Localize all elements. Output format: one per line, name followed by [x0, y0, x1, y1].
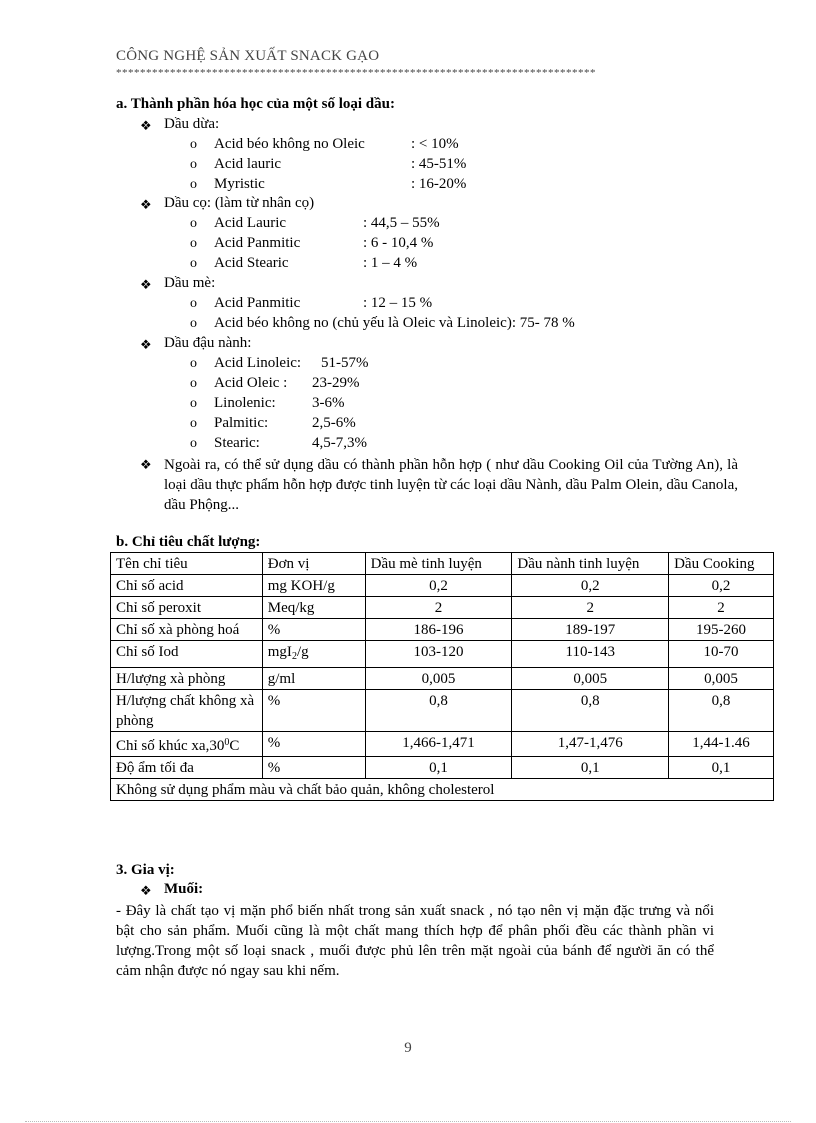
- bullet-icon: ❖: [140, 197, 152, 212]
- item-name: Palmitic:: [214, 415, 269, 431]
- item-value: : < 10%: [411, 136, 459, 152]
- circle-bullet-icon: o: [190, 157, 197, 172]
- unit-tail: /g: [296, 644, 309, 660]
- item-value: 3-6%: [312, 395, 345, 411]
- circle-bullet-icon: o: [190, 216, 197, 231]
- row-value: 2: [365, 597, 512, 619]
- table-row: [111, 597, 774, 619]
- muoi-heading: Muối:: [164, 881, 204, 897]
- other-oils-paragraph: Ngoài ra, có thể sử dụng dầu có thành phần hỗn hợp ( như dầu Cooking Oil của Tường An), là loại dầu thực phẩm hỗn hợp được tinh luyện từ các loại dầu Nành, dầu Palm Olein, dầu Canola, dầu Phộng...: [164, 457, 738, 513]
- item-value: 2,5-6%: [312, 415, 356, 431]
- row-value: 0,005: [669, 668, 774, 690]
- row-value: 103-120: [365, 641, 512, 668]
- item-name: Acid Panmitic: [214, 235, 301, 251]
- row-name: [111, 732, 263, 757]
- circle-bullet-icon: o: [190, 296, 197, 311]
- row-name: H/lượng chất không xà phòng: [111, 690, 263, 732]
- item-name: Acid lauric: [214, 156, 282, 172]
- item-name: Acid Panmitic: [214, 295, 301, 311]
- item-value: : 6 - 10,4 %: [363, 235, 434, 251]
- table-row: [111, 757, 774, 779]
- group-title-dau-dua: Dầu dừa:: [164, 116, 220, 132]
- bullet-icon: ❖: [140, 277, 152, 292]
- group-title-dau-co: Dầu cọ: (làm từ nhân cọ): [164, 195, 315, 211]
- row-value: 186-196: [365, 619, 512, 641]
- item-name: Acid Stearic: [214, 255, 289, 271]
- row-value: 110-143: [512, 641, 669, 668]
- row-value: 1,466-1,471: [365, 732, 512, 757]
- table-header-row: [111, 553, 774, 575]
- bullet-icon: ❖: [140, 457, 152, 472]
- circle-bullet-icon: o: [190, 396, 197, 411]
- row-value: 10-70: [669, 641, 774, 668]
- row-value: 195-260: [669, 619, 774, 641]
- table-row: [111, 732, 774, 757]
- page-number: 9: [404, 1040, 412, 1056]
- circle-bullet-icon: o: [190, 376, 197, 391]
- row-unit: Meq/kg: [262, 597, 365, 619]
- item-name: Acid Oleic :: [214, 375, 288, 391]
- document-header-title: CÔNG NGHỆ SẢN XUẤT SNACK GẠO: [116, 48, 380, 64]
- item-name: Linolenic:: [214, 395, 276, 411]
- row-value: 0,005: [365, 668, 512, 690]
- quality-table: [110, 552, 774, 801]
- circle-bullet-icon: o: [190, 137, 197, 152]
- item-value: : 1 – 4 %: [363, 255, 418, 271]
- name-main: Chỉ số khúc xa,30: [116, 738, 225, 754]
- group-title-dau-dau-nanh: Dầu đậu nành:: [164, 335, 252, 351]
- item-value: : 44,5 – 55%: [363, 215, 440, 231]
- section-b-heading: b. Chỉ tiêu chất lượng:: [116, 534, 261, 550]
- item-name: Myristic: [214, 176, 265, 192]
- row-name: Chỉ số xà phòng hoá: [111, 619, 263, 641]
- item-value: : 12 – 15 %: [363, 295, 433, 311]
- item-value: : 45-51%: [411, 156, 467, 172]
- row-unit: [262, 641, 365, 668]
- row-name: H/lượng xà phòng: [111, 668, 263, 690]
- item-name: Acid Linoleic:: [214, 355, 302, 371]
- unit-subscript: 2: [291, 651, 297, 662]
- unit-main: mgI: [267, 644, 292, 660]
- row-value: 0,8: [512, 690, 669, 732]
- row-value: 0,2: [669, 575, 774, 597]
- row-value: 0,1: [365, 757, 512, 779]
- name-superscript: 0: [224, 737, 230, 748]
- row-value: 0,8: [365, 690, 512, 732]
- table-footer-row: [111, 779, 774, 801]
- row-name: Chỉ số Iod: [111, 641, 263, 668]
- item-value: 23-29%: [312, 375, 360, 391]
- row-value: 2: [512, 597, 669, 619]
- table-row: [111, 668, 774, 690]
- column-header: Dầu Cooking: [669, 553, 774, 575]
- row-value: 0,005: [512, 668, 669, 690]
- item-value: 4,5-7,3%: [312, 435, 367, 451]
- row-unit: mg KOH/g: [262, 575, 365, 597]
- item-value: : 16-20%: [411, 176, 467, 192]
- row-value: 0,2: [512, 575, 669, 597]
- row-name: Chỉ số acid: [111, 575, 263, 597]
- row-unit: %: [262, 619, 365, 641]
- circle-bullet-icon: o: [190, 436, 197, 451]
- group-title-dau-me: Dầu mè:: [164, 275, 216, 291]
- column-header: Dầu nành tinh luyện: [512, 553, 669, 575]
- table-row: [111, 575, 774, 597]
- row-value: 2: [669, 597, 774, 619]
- column-header: Đơn vị: [262, 553, 365, 575]
- item-name: Acid béo không no Oleic: [214, 136, 365, 152]
- row-unit: %: [262, 690, 365, 732]
- circle-bullet-icon: o: [190, 256, 197, 271]
- row-unit: %: [262, 757, 365, 779]
- row-value: 0,1: [669, 757, 774, 779]
- row-name: Chỉ số peroxit: [111, 597, 263, 619]
- row-unit: g/ml: [262, 668, 365, 690]
- table-row: [111, 690, 774, 732]
- table-footer-note: Không sử dụng phẩm màu và chất bảo quản, không cholesterol: [111, 779, 774, 801]
- row-value: 0,1: [512, 757, 669, 779]
- row-value: 189-197: [512, 619, 669, 641]
- circle-bullet-icon: o: [190, 416, 197, 431]
- item-name: Acid béo không no (chủ yếu là Oleic và Linoleic): 75- 78 %: [214, 315, 575, 331]
- circle-bullet-icon: o: [190, 356, 197, 371]
- circle-bullet-icon: o: [190, 316, 197, 331]
- row-value: 1,44-1.46: [669, 732, 774, 757]
- table-row: [111, 619, 774, 641]
- table-row: [111, 641, 774, 668]
- item-name: Stearic:: [214, 435, 260, 451]
- muoi-paragraph: - Đây là chất tạo vị mặn phổ biến nhất trong sản xuất snack , nó tạo nên vị mặn đặc trưng và nổi bật cho sản phẩm. Muối cũng là một chất mang thích hợp để phân phối đều các thành phần vi lượng.Trong một số loại snack , muối được phủ lên trên mặt ngoài của bánh để người ăn có thể cảm nhận được nó ngay sau khi nếm.: [116, 903, 714, 979]
- bullet-icon: ❖: [140, 337, 152, 352]
- item-value: 51-57%: [321, 355, 369, 371]
- bullet-icon: ❖: [140, 118, 152, 133]
- circle-bullet-icon: o: [190, 236, 197, 251]
- row-unit: %: [262, 732, 365, 757]
- header-star-divider: ********************************************************************************: [116, 67, 596, 79]
- column-header: Tên chỉ tiêu: [111, 553, 263, 575]
- section-3-heading: 3. Gia vị:: [116, 862, 175, 878]
- column-header: Dầu mè tinh luyện: [365, 553, 512, 575]
- footer-divider: [25, 1121, 791, 1122]
- circle-bullet-icon: o: [190, 177, 197, 192]
- row-value: 1,47-1,476: [512, 732, 669, 757]
- item-name: Acid Lauric: [214, 215, 287, 231]
- section-a-heading: a. Thành phần hóa học của một số loại dầu:: [116, 96, 395, 112]
- row-value: 0,8: [669, 690, 774, 732]
- row-value: 0,2: [365, 575, 512, 597]
- row-name: Độ ẩm tối đa: [111, 757, 263, 779]
- name-tail: C: [229, 738, 240, 754]
- bullet-icon: ❖: [140, 883, 152, 898]
